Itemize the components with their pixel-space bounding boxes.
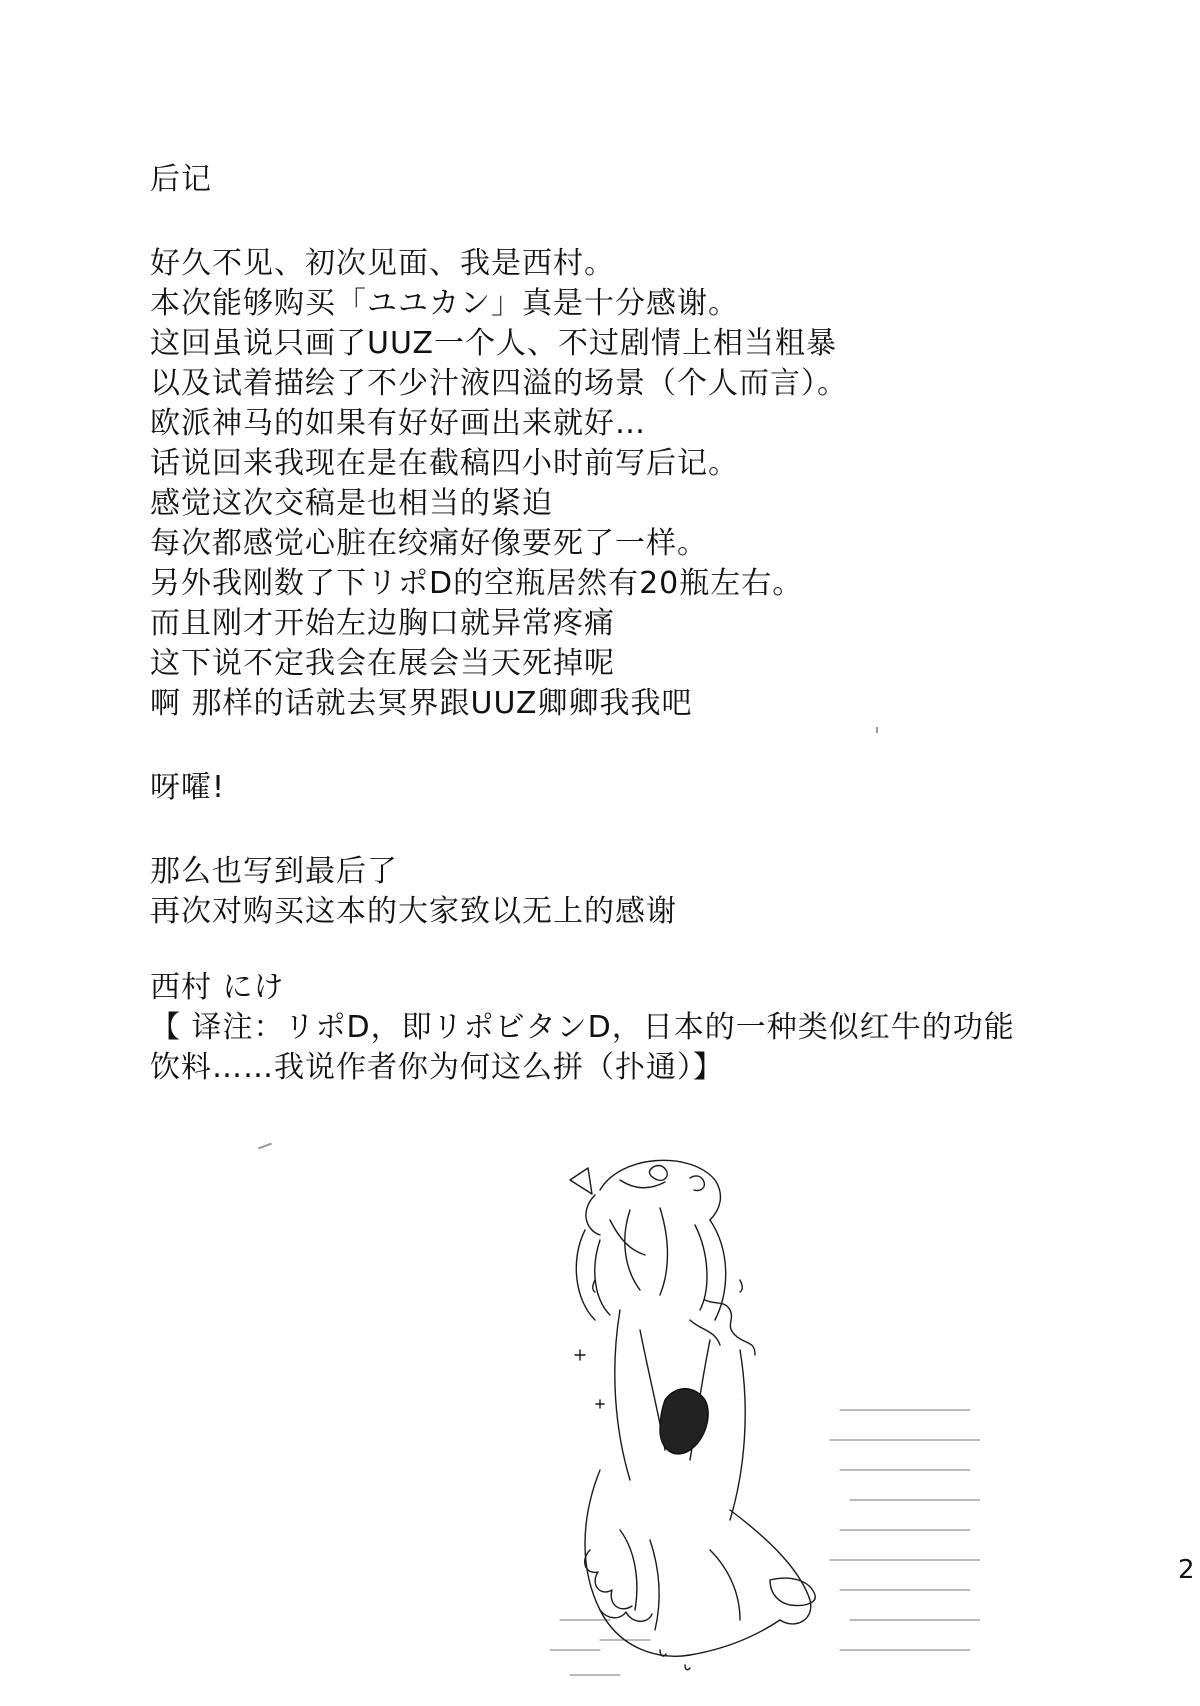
- translator-note-line: 饮料……我说作者你为何这么拼（扑通）】: [150, 1050, 724, 1085]
- pencil-mark: [258, 1143, 272, 1150]
- author-signature: 西村 にけ: [150, 970, 285, 1005]
- paragraph-line: 本次能够购买「ユユカン」真是十分感谢。: [150, 286, 739, 321]
- paragraph-line: 感觉这次交稿是也相当的紧迫: [150, 486, 553, 521]
- paragraph-line: 以及试着描绘了不少汁液四溢的场景（个人而言）。: [150, 366, 848, 401]
- paragraph-line: 这下说不定我会在展会当天死掉呢: [150, 646, 615, 681]
- paragraph-line: 每次都感觉心脏在绞痛好像要死了一样。: [150, 526, 708, 561]
- paragraph-line: 另外我刚数了下リポD的空瓶居然有20瓶左右。: [150, 566, 804, 601]
- afterword-text: [150, 160, 1110, 1088]
- exclamation-line: 呀嚯!: [150, 770, 226, 805]
- translator-note-line: 【 译注：リポD，即リポビタンD，日本的一种类似红牛的功能: [150, 1010, 1015, 1045]
- paragraph-line: 这回虽说只画了UUZ一个人、不过剧情上相当粗暴: [150, 326, 837, 361]
- paragraph-line: 啊 那样的话就去冥界跟UUZ卿卿我我吧: [150, 686, 693, 721]
- paragraph-line: 那么也写到最后了: [150, 854, 398, 889]
- paragraph-line: 好久不见、初次见面、我是西村。: [150, 246, 615, 281]
- paragraph-line: 欧派神马的如果有好好画出来就好…: [150, 406, 646, 441]
- paragraph-line: 话说回来我现在是在截稿四小时前写后记。: [150, 446, 739, 481]
- afterword-title: 后记: [150, 162, 212, 197]
- pencil-mark: [876, 727, 878, 733]
- kneeling-girl-sketch-icon: [540, 1150, 980, 1690]
- paragraph-line: 再次对购买这本的大家致以无上的感谢: [150, 894, 677, 929]
- page-number: 2: [1178, 1555, 1195, 1585]
- paragraph-line: 而且刚才开始左边胸口就异常疼痛: [150, 606, 615, 641]
